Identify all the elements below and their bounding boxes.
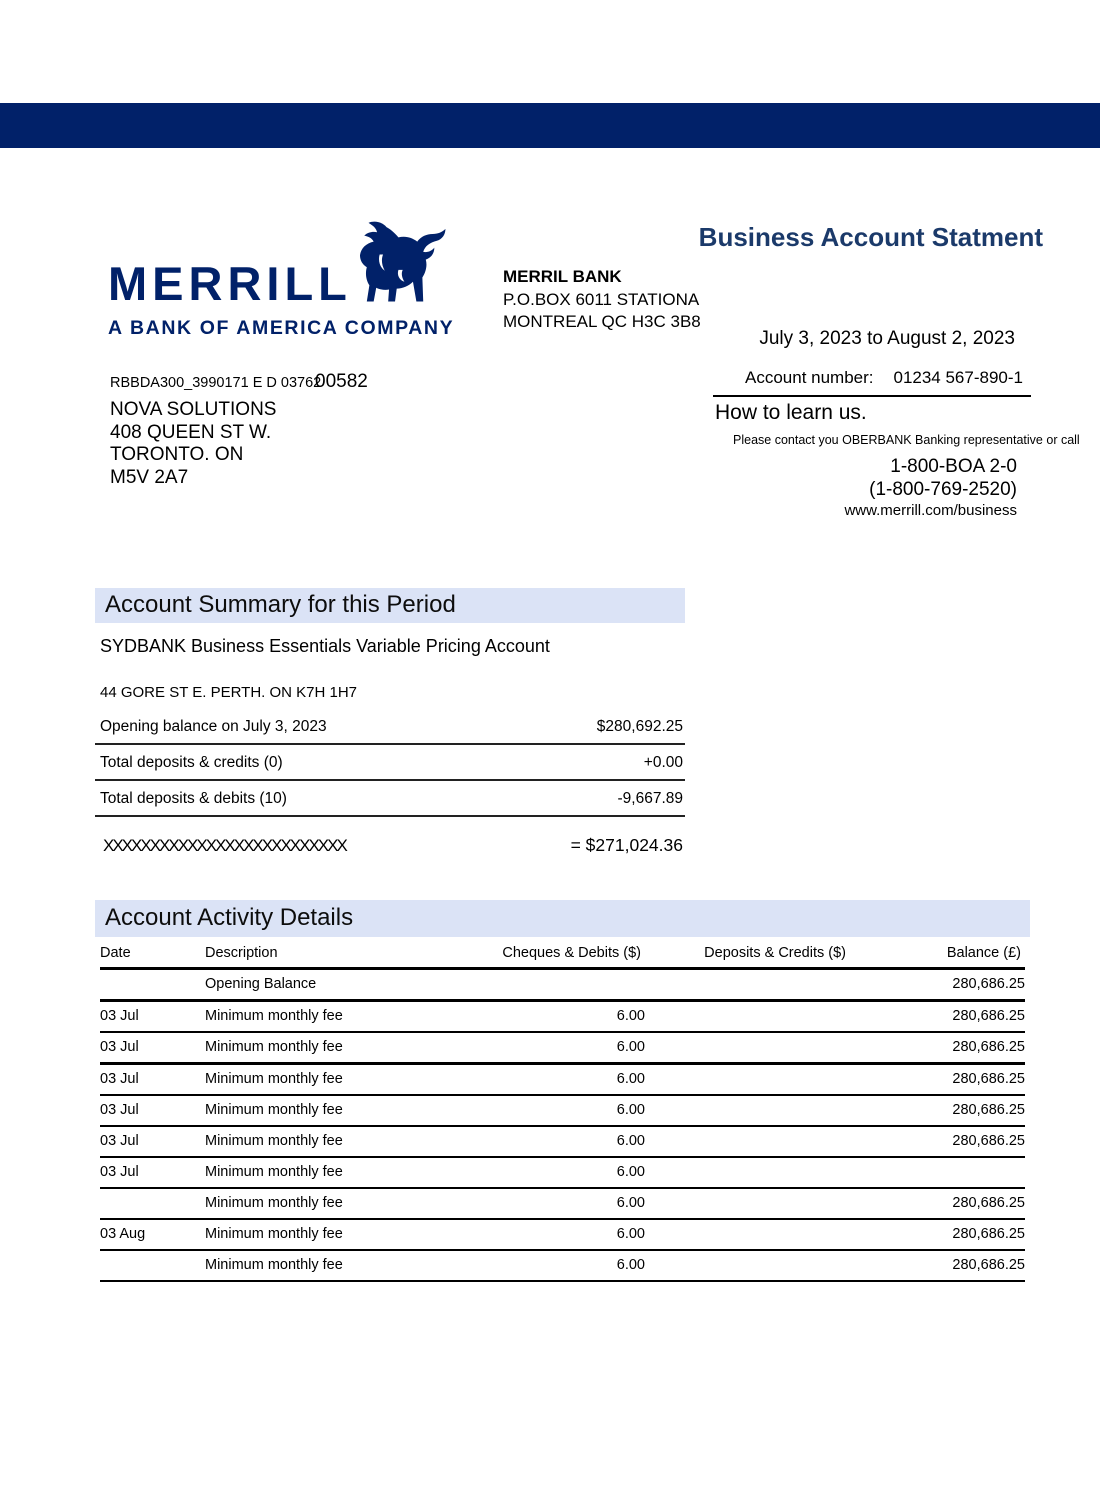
recipient-postal: M5V 2A7: [110, 466, 189, 488]
cell-credit: [645, 1032, 850, 1064]
summary-label: Opening balance on July 3, 2023: [100, 718, 327, 735]
page-title: Business Account Statment: [698, 222, 1043, 252]
cell-balance: 280,686.25: [952, 1226, 1025, 1242]
cell-date: 03 Jul: [100, 1008, 139, 1024]
summary-label: Total deposits & debits (10): [100, 790, 287, 807]
table-row: [100, 1001, 1025, 1033]
table-row: [100, 1126, 1025, 1157]
cell-date: 03 Jul: [100, 1039, 139, 1055]
cell-debit: 6.00: [616, 1102, 645, 1118]
website-url: www.merrill.com/business: [844, 502, 1017, 519]
account-summary-section: [95, 588, 685, 856]
recipient-name: NOVA SOLUTIONS: [110, 399, 277, 420]
cell-debit: 6.00: [616, 1039, 645, 1055]
cell-balance: 280,686.25: [952, 1257, 1025, 1273]
cell-balance: 280,686.25: [952, 1133, 1025, 1149]
cell-credit: [645, 1219, 850, 1250]
cell-credit: [645, 1126, 850, 1157]
cell-balance: 280,686.25: [952, 976, 1025, 992]
cell-balance: 280,686.25: [952, 1071, 1025, 1087]
cell-balance: [850, 1157, 1025, 1188]
masked-account-label: XXXXXXXXXXXXXXXXXXXXXXXXXX: [103, 836, 346, 855]
cell-credit: [645, 1250, 850, 1281]
activity-table: [100, 943, 1025, 1282]
cell-date: [100, 1250, 205, 1281]
cell-date: 03 Jul: [100, 1164, 139, 1180]
cell-date: [100, 1188, 205, 1219]
logo-tagline: A BANK OF AMERICA COMPANY: [108, 317, 455, 339]
summary-label: Total deposits & credits (0): [100, 754, 283, 771]
mail-batch-code: 00582: [315, 371, 368, 392]
summary-row-opening: [95, 709, 685, 745]
cell-debit: 6.00: [616, 1008, 645, 1024]
cell-description: Minimum monthly fee: [205, 1133, 343, 1149]
account-type: SYDBANK Business Essentials Variable Pricing Account: [100, 636, 550, 656]
cell-debit: 6.00: [616, 1071, 645, 1087]
account-number-label: Account number:: [745, 368, 874, 387]
table-row: [100, 1188, 1025, 1219]
cell-balance: 280,686.25: [952, 1102, 1025, 1118]
activity-header-row: [100, 943, 1025, 969]
cell-description: Minimum monthly fee: [205, 1226, 343, 1242]
summary-value: -9,667.89: [617, 790, 683, 807]
table-row: [100, 1157, 1025, 1188]
merrill-bull-icon: [354, 220, 448, 311]
top-banner-bar: [0, 103, 1100, 148]
closing-balance-row: [95, 835, 685, 856]
account-number-row: [713, 368, 1031, 397]
summary-value: $280,692.25: [596, 718, 683, 735]
cell-credit: [645, 1064, 850, 1096]
cell-description: Opening Balance: [205, 976, 317, 992]
cell-credit: [645, 1001, 850, 1033]
table-row: [100, 969, 1025, 1001]
cell-description: Minimum monthly fee: [205, 1071, 343, 1087]
summary-row-credits: [95, 745, 685, 781]
cell-date: 03 Aug: [100, 1226, 146, 1242]
cell-date: [100, 969, 205, 1001]
cell-date: 03 Jul: [100, 1102, 139, 1118]
phone-secondary: (1-800-769-2520): [869, 479, 1017, 500]
cell-description: Minimum monthly fee: [205, 1039, 343, 1055]
summary-value: +0.00: [643, 754, 683, 771]
table-row: [100, 1250, 1025, 1281]
closing-balance-value: = $271,024.36: [570, 835, 683, 855]
cell-description: Minimum monthly fee: [205, 1195, 343, 1211]
cell-debit: 6.00: [616, 1133, 645, 1149]
col-credits: Deposits & Credits ($): [704, 945, 846, 961]
bank-address-line2: MONTREAL QC H3C 3B8: [503, 312, 701, 331]
contact-note: Please contact you OBERBANK Banking representative or call: [733, 433, 1080, 447]
table-row: [100, 1219, 1025, 1250]
col-debits: Cheques & Debits ($): [502, 945, 641, 961]
branch-address: 44 GORE ST E. PERTH. ON K7H 1H7: [100, 684, 358, 701]
account-number-value: 01234 567-890-1: [893, 368, 1023, 387]
contact-heading: How to learn us.: [715, 401, 867, 424]
cell-debit: [460, 969, 645, 1001]
cell-credit: [645, 1188, 850, 1219]
bank-name: MERRIL BANK: [503, 267, 622, 286]
col-description: Description: [205, 945, 278, 961]
cell-date: 03 Jul: [100, 1071, 139, 1087]
cell-date: 03 Jul: [100, 1133, 139, 1149]
col-balance: Balance (£): [946, 945, 1021, 961]
table-row: [100, 1095, 1025, 1126]
bank-address-line1: P.O.BOX 6011 STATIONA: [503, 289, 700, 309]
bank-address: [503, 266, 701, 334]
summary-heading: Account Summary for this Period: [95, 588, 685, 623]
cell-credit: [645, 969, 850, 1001]
cell-balance: 280,686.25: [952, 1195, 1025, 1211]
merrill-wordmark: MERRILL: [108, 257, 352, 310]
col-date: Date: [100, 945, 131, 961]
cell-debit: 6.00: [616, 1226, 645, 1242]
phone-primary: 1-800-BOA 2-0: [890, 456, 1017, 477]
cell-balance: 280,686.25: [952, 1008, 1025, 1024]
account-activity-section: [95, 900, 1030, 1282]
cell-debit: 6.00: [616, 1164, 645, 1180]
cell-description: Minimum monthly fee: [205, 1008, 343, 1024]
merrill-logo: [108, 220, 454, 340]
cell-balance: 280,686.25: [952, 1039, 1025, 1055]
statement-period: July 3, 2023 to August 2, 2023: [759, 328, 1015, 349]
cell-credit: [645, 1157, 850, 1188]
recipient-street: 408 QUEEN ST W.: [110, 421, 272, 443]
contact-phones: [844, 455, 1017, 520]
table-row: [100, 1032, 1025, 1064]
cell-debit: 6.00: [616, 1257, 645, 1273]
cell-description: Minimum monthly fee: [205, 1257, 343, 1273]
cell-description: Minimum monthly fee: [205, 1164, 343, 1180]
recipient-address: [110, 399, 276, 489]
cell-credit: [645, 1095, 850, 1126]
table-row: [100, 1064, 1025, 1096]
recipient-city: TORONTO. ON: [110, 444, 244, 465]
summary-row-debits: [95, 781, 685, 817]
mail-reference-code: RBBDA300_3990171 E D 03762: [110, 375, 322, 391]
activity-heading: Account Activity Details: [95, 900, 1030, 937]
cell-debit: 6.00: [616, 1195, 645, 1211]
cell-description: Minimum monthly fee: [205, 1102, 343, 1118]
